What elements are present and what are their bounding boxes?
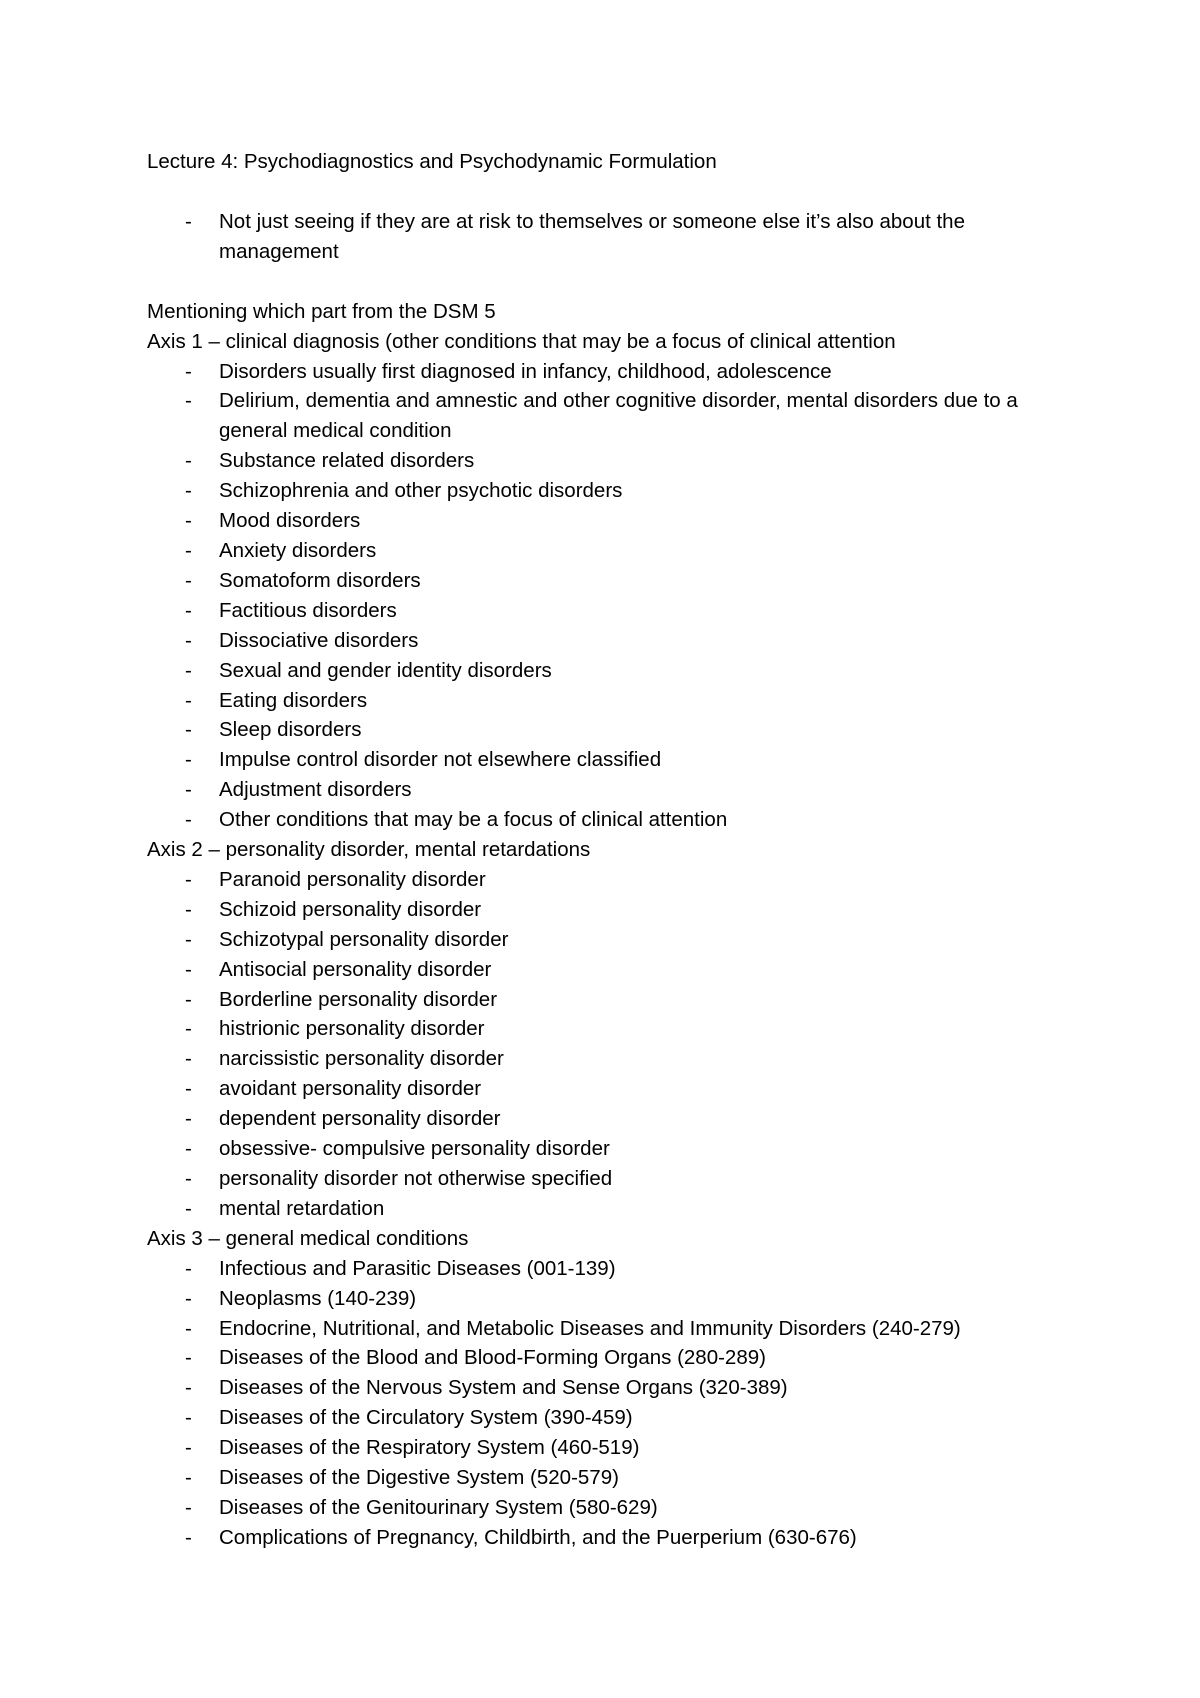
dash-bullet-icon: - xyxy=(185,1167,192,1190)
list-item xyxy=(147,985,1077,1015)
list-item xyxy=(147,775,1077,805)
dash-bullet-icon: - xyxy=(185,1466,192,1490)
list-item-text: Delirium, dementia and amnestic and other cognitive disorder, mental disorders due to a general medical condition xyxy=(219,389,1018,443)
dash-bullet-icon: - xyxy=(185,1376,192,1400)
list-item-text: Paranoid personality disorder xyxy=(219,867,486,891)
axis-2-heading: Axis 2 – personality disorder, mental retardations xyxy=(147,838,591,862)
list-item xyxy=(147,925,1077,955)
list-item-text: Not just seeing if they are at risk to themselves or someone else it’s also about the management xyxy=(219,209,965,263)
list-item-text: Somatoform disorders xyxy=(219,568,421,592)
axis-1-list xyxy=(147,357,1077,836)
dash-bullet-icon: - xyxy=(185,1256,192,1280)
list-item xyxy=(147,1493,1077,1523)
list-item-text: Neoplasms (140-239) xyxy=(219,1286,417,1310)
list-item xyxy=(147,357,1077,387)
list-item-text: obsessive- compulsive personality disorder xyxy=(219,1137,610,1161)
axis-3-list xyxy=(147,1254,1077,1553)
dash-bullet-icon: - xyxy=(185,1346,192,1370)
list-item xyxy=(147,1433,1077,1463)
list-item xyxy=(147,1373,1077,1403)
list-item-text: Impulse control disorder not elsewhere classified xyxy=(219,748,662,772)
dsm-reference-line: Mentioning which part from the DSM 5 xyxy=(147,299,496,323)
list-item-text: Eating disorders xyxy=(219,688,368,712)
dash-bullet-icon: - xyxy=(185,509,192,533)
list-item xyxy=(147,476,1077,506)
list-item xyxy=(147,1523,1077,1553)
list-item xyxy=(147,1134,1077,1164)
dash-bullet-icon: - xyxy=(185,1137,192,1161)
dash-bullet-icon: - xyxy=(185,1525,192,1549)
list-item xyxy=(147,207,1077,267)
dash-bullet-icon: - xyxy=(185,688,192,712)
list-item xyxy=(147,865,1077,895)
list-item-text: avoidant personality disorder xyxy=(219,1077,482,1101)
list-item xyxy=(147,1343,1077,1373)
list-item xyxy=(147,626,1077,656)
dash-bullet-icon: - xyxy=(185,1047,192,1071)
dash-bullet-icon: - xyxy=(185,389,192,413)
list-item-text: Sexual and gender identity disorders xyxy=(219,658,552,682)
list-item xyxy=(147,715,1077,745)
dash-bullet-icon: - xyxy=(185,867,192,891)
list-item-text: Sleep disorders xyxy=(219,718,362,742)
dash-bullet-icon: - xyxy=(185,718,192,742)
dash-bullet-icon: - xyxy=(185,1495,192,1519)
dash-bullet-icon: - xyxy=(185,1017,192,1041)
list-item xyxy=(147,686,1077,716)
dash-bullet-icon: - xyxy=(185,957,192,981)
list-item xyxy=(147,506,1077,536)
dash-bullet-icon: - xyxy=(185,1107,192,1131)
list-item-text: histrionic personality disorder xyxy=(219,1017,485,1041)
list-item-text: Adjustment disorders xyxy=(219,778,412,802)
list-item xyxy=(147,895,1077,925)
list-item-text: Dissociative disorders xyxy=(219,628,419,652)
list-item-text: Borderline personality disorder xyxy=(219,987,498,1011)
list-item-text: Diseases of the Circulatory System (390-459) xyxy=(219,1406,633,1430)
list-item-text: Endocrine, Nutritional, and Metabolic Diseases and Immunity Disorders (240-279) xyxy=(219,1316,961,1340)
list-item-text: Diseases of the Digestive System (520-579) xyxy=(219,1466,619,1490)
list-item-text: personality disorder not otherwise specified xyxy=(219,1167,613,1190)
list-item-text: Infectious and Parasitic Diseases (001-139) xyxy=(219,1256,616,1280)
list-item xyxy=(147,536,1077,566)
list-item-text: mental retardation xyxy=(219,1196,385,1220)
dash-bullet-icon: - xyxy=(185,1286,192,1310)
list-item xyxy=(147,1074,1077,1104)
dash-bullet-icon: - xyxy=(185,628,192,652)
list-item xyxy=(147,566,1077,596)
list-item xyxy=(147,596,1077,626)
dash-bullet-icon: - xyxy=(185,449,192,473)
list-item-text: Diseases of the Genitourinary System (580-629) xyxy=(219,1495,658,1519)
dash-bullet-icon: - xyxy=(185,209,192,233)
dash-bullet-icon: - xyxy=(185,778,192,802)
lecture-title: Lecture 4: Psychodiagnostics and Psychodynamic Formulation xyxy=(147,150,717,173)
dash-bullet-icon: - xyxy=(185,1077,192,1101)
list-item-text: Substance related disorders xyxy=(219,449,475,473)
list-item-text: Schizophrenia and other psychotic disorders xyxy=(219,479,623,503)
list-item xyxy=(147,656,1077,686)
list-item-text: Complications of Pregnancy, Childbirth, and the Puerperium (630-676) xyxy=(219,1525,857,1549)
dash-bullet-icon: - xyxy=(185,1196,192,1220)
list-item-text: Disorders usually first diagnosed in infancy, childhood, adolescence xyxy=(219,359,832,383)
axis-1-heading: Axis 1 – clinical diagnosis (other conditions that may be a focus of clinical attention xyxy=(147,329,896,353)
list-item xyxy=(147,1014,1077,1044)
list-item xyxy=(147,1314,1077,1344)
intro-bullet-list xyxy=(147,207,1077,267)
list-item xyxy=(147,386,1077,446)
list-item-text: Schizotypal personality disorder xyxy=(219,927,509,951)
axis-3-heading: Axis 3 – general medical conditions xyxy=(147,1226,469,1250)
dash-bullet-icon: - xyxy=(185,987,192,1011)
axis-2-list xyxy=(147,865,1077,1224)
list-item-text: Factitious disorders xyxy=(219,598,397,622)
list-item xyxy=(147,955,1077,985)
list-item xyxy=(147,1254,1077,1284)
document-body xyxy=(147,147,1077,1553)
list-item xyxy=(147,805,1077,835)
list-item xyxy=(147,1044,1077,1074)
list-item-text: Schizoid personality disorder xyxy=(219,897,482,921)
dash-bullet-icon: - xyxy=(185,897,192,921)
list-item-text: dependent personality disorder xyxy=(219,1107,501,1131)
list-item xyxy=(147,1403,1077,1433)
list-item xyxy=(147,446,1077,476)
dash-bullet-icon: - xyxy=(185,1406,192,1430)
list-item-text: Diseases of the Nervous System and Sense Organs (320-389) xyxy=(219,1376,788,1400)
list-item xyxy=(147,1194,1077,1224)
list-item-text: Antisocial personality disorder xyxy=(219,957,492,981)
list-item-text: narcissistic personality disorder xyxy=(219,1047,504,1071)
list-item xyxy=(147,1284,1077,1314)
list-item xyxy=(147,1463,1077,1493)
list-item-text: Other conditions that may be a focus of clinical attention xyxy=(219,808,728,832)
list-item-text: Diseases of the Respiratory System (460-519) xyxy=(219,1436,640,1460)
list-item-text: Diseases of the Blood and Blood-Forming Organs (280-289) xyxy=(219,1346,766,1370)
dash-bullet-icon: - xyxy=(185,927,192,951)
dash-bullet-icon: - xyxy=(185,1316,192,1340)
dash-bullet-icon: - xyxy=(185,538,192,562)
spacer xyxy=(147,267,1077,297)
dash-bullet-icon: - xyxy=(185,1436,192,1460)
list-item xyxy=(147,745,1077,775)
list-item xyxy=(147,1164,1077,1194)
dash-bullet-icon: - xyxy=(185,359,192,383)
spacer xyxy=(147,177,1077,207)
dash-bullet-icon: - xyxy=(185,568,192,592)
list-item xyxy=(147,1104,1077,1134)
list-item-text: Anxiety disorders xyxy=(219,538,377,562)
dash-bullet-icon: - xyxy=(185,808,192,832)
dash-bullet-icon: - xyxy=(185,658,192,682)
dash-bullet-icon: - xyxy=(185,479,192,503)
list-item-text: Mood disorders xyxy=(219,509,361,533)
dash-bullet-icon: - xyxy=(185,598,192,622)
dash-bullet-icon: - xyxy=(185,748,192,772)
